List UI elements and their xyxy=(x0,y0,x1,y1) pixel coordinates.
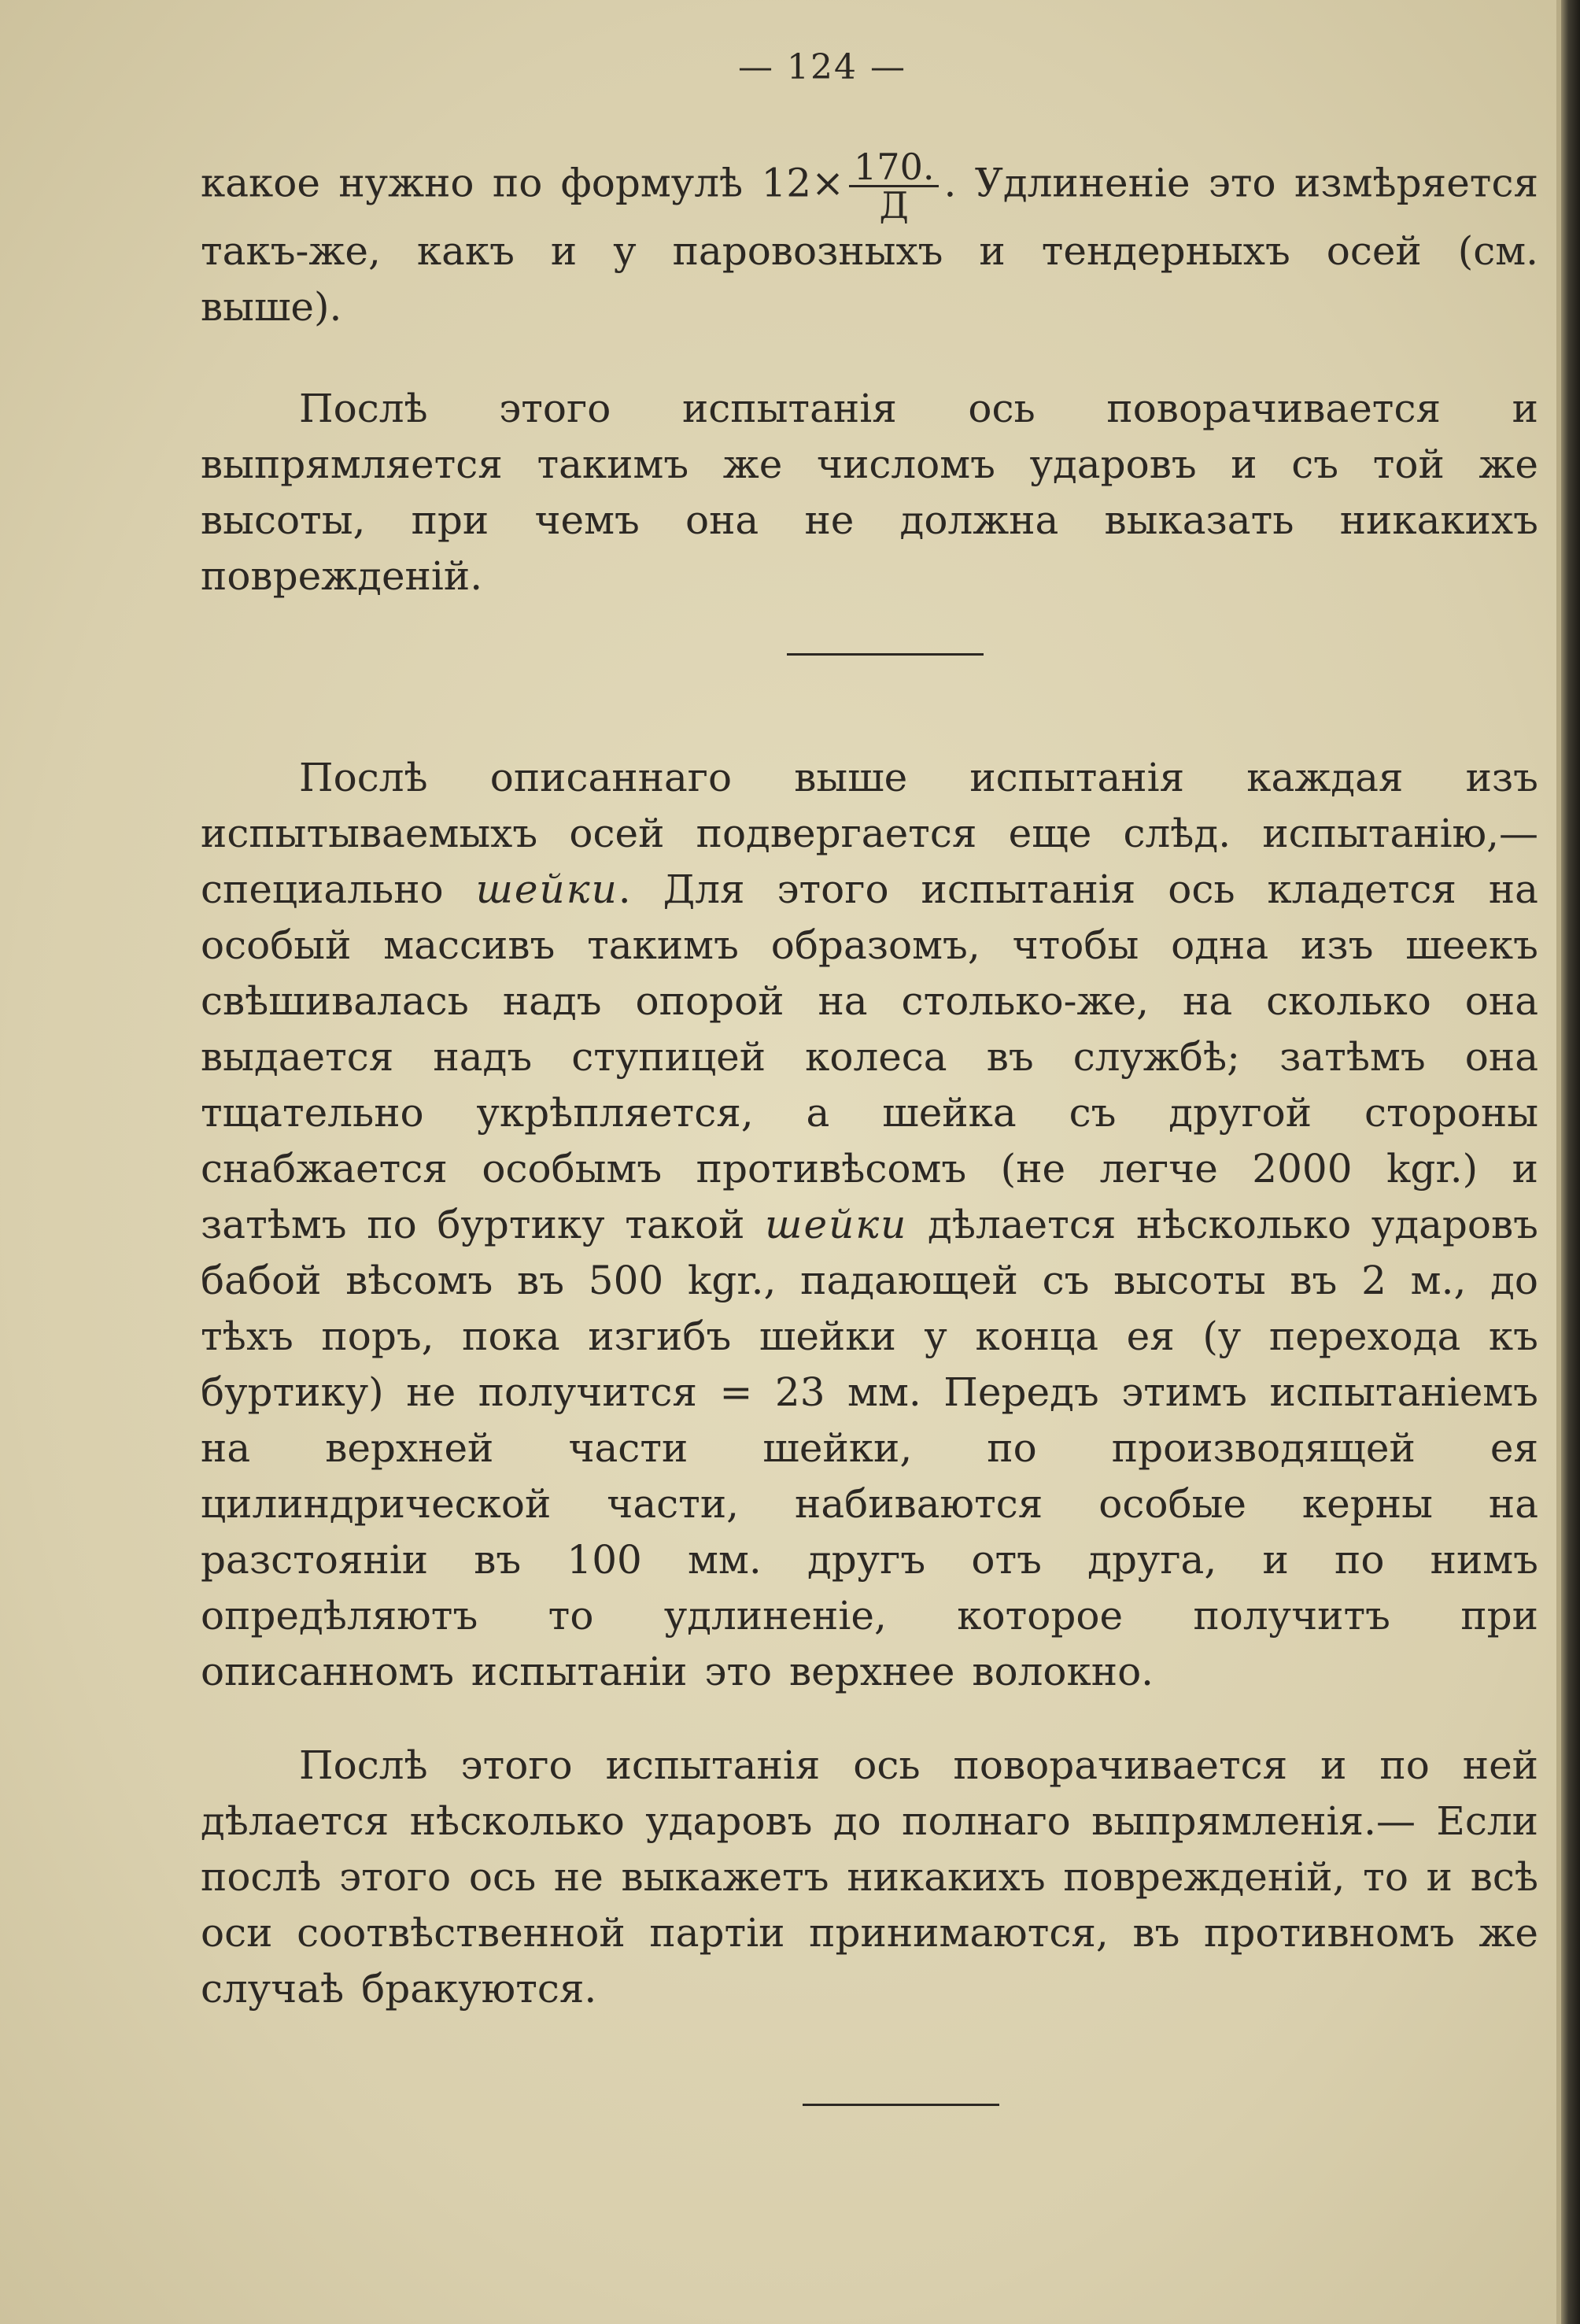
book-edge xyxy=(1561,0,1580,2324)
paragraph-straightening: Послѣ этого испытанія ось поворачивается и выпрямляется такимъ же числомъ ударовъ и съ той же высоты, при чемъ она не должна выказать никакихъ поврежденій. xyxy=(201,386,1538,599)
paragraph-formula xyxy=(201,146,1539,335)
journal-text-1: Послѣ описаннаго выше испытанія каждая изъ испытываемыхъ осей подвергается еще слѣд. испытанію,— специально xyxy=(201,755,1538,912)
formula-text-before: какое нужно по формулѣ 12× xyxy=(201,160,845,206)
paragraph-journal-test xyxy=(201,750,1538,1700)
journal-italic-1: шейки xyxy=(475,866,618,912)
journal-text-2: . Для этого испытанія ось кладется на особый массивъ такимъ образомъ, чтобы одна изъ шеекъ свѣшивалась надъ опорой на столько-же, на сколько она выдается надъ ступицей колеса въ службѣ; затѣмъ она тщательно укрѣпляется, а шейка съ другой стороны снабжается особымъ противѣсомъ (не легче 2000 kgr.) и затѣмъ по буртику такой xyxy=(201,866,1538,1247)
formula-text-after: . Удлиненіе это измѣряется такъ-же, какъ и у паровозныхъ и тендерныхъ осей (см. выше). xyxy=(201,160,1539,330)
paragraph-acceptance: Послѣ этого испытанія ось поворачивается и по ней дѣлается нѣсколько ударовъ до полнаго выпрямленія.— Если послѣ этого ось не выкажетъ никакихъ поврежденій, то и всѣ оси соотвѣственной партіи принимаются, въ противномъ же случаѣ бракуются. xyxy=(201,1742,1538,2012)
page-number: — 124 — xyxy=(738,47,906,87)
fraction-denominator: Д xyxy=(879,184,909,227)
journal-text-3: дѣлается нѣсколько ударовъ бабой вѣсомъ въ 500 kgr., падающей съ высоты въ 2 м., до тѣхъ поръ, пока изгибъ шейки у конца ея (у перехода къ буртику) не получится = 23 мм. Передъ этимъ испытаніемъ на верхней части шейки, по производящей ея цилиндрической части, набиваются особые керны на разстояніи въ 100 мм. другъ отъ друга, и по нимъ опредѣляютъ то удлиненіе, которое получитъ при описанномъ испытаніи это верхнее волокно. xyxy=(201,1202,1538,1694)
section-divider xyxy=(787,653,984,656)
end-divider xyxy=(803,2104,999,2106)
fraction-numerator: 170. xyxy=(849,149,939,187)
journal-italic-2: шейки xyxy=(765,1202,908,1247)
book-page xyxy=(201,47,1538,2106)
formula-fraction xyxy=(849,146,939,227)
